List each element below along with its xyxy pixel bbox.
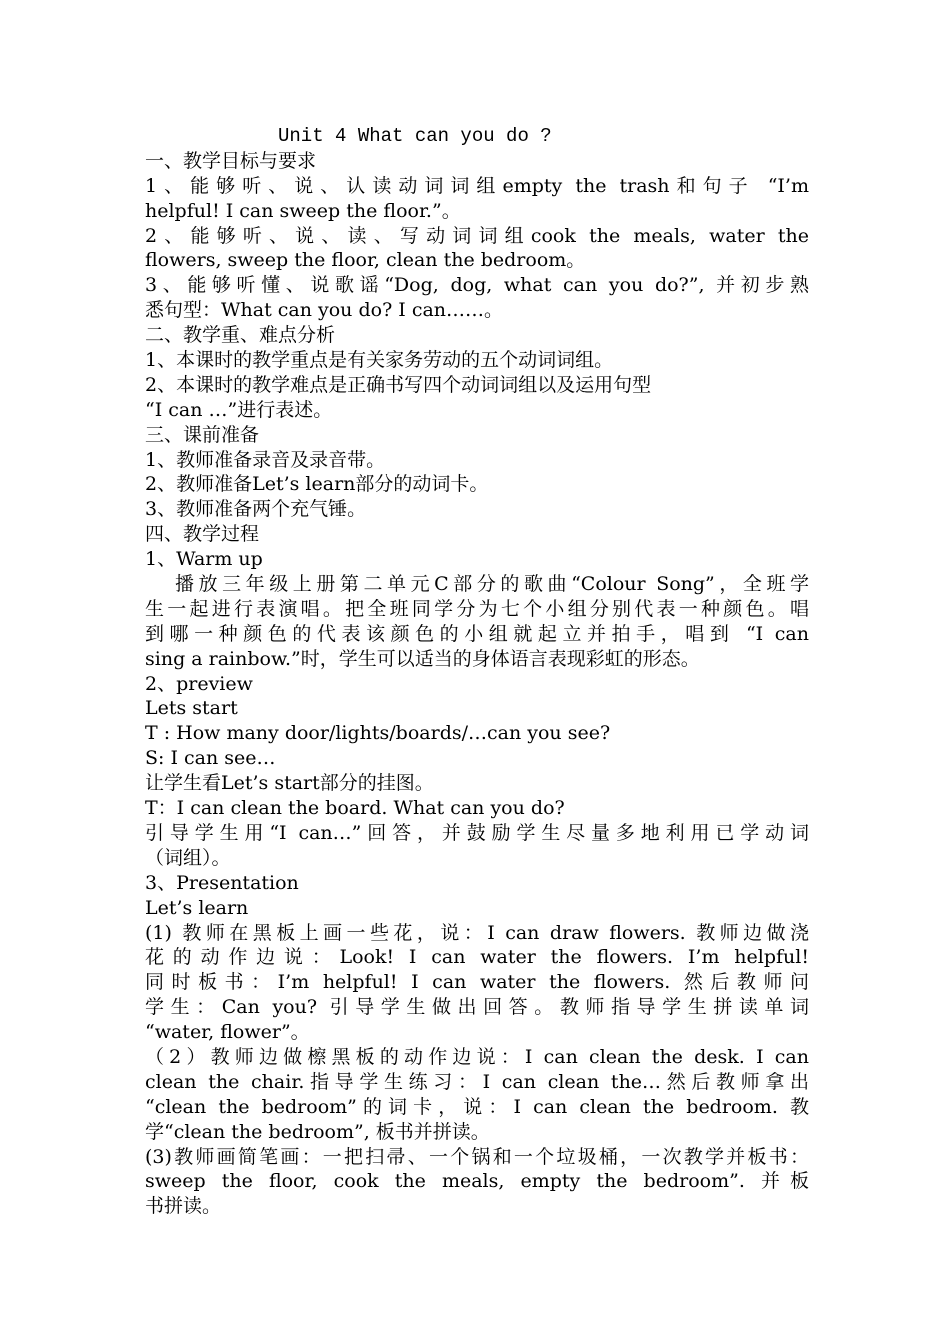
paragraph-line: 3、能够听懂、说歌谣“Dog, dog, what can you do?”, 并初步熟 <box>145 274 809 297</box>
paragraph-line: 学“clean the bedroom”, 板书并拼读。 <box>145 1120 490 1143</box>
paragraph-line: 学生：Can you? 引导学生做出回答。教师指导学生拼读单词 <box>145 996 809 1019</box>
paragraph-line: 花的动作边说：Look! I can water the flowers. I’m helpful! <box>145 946 809 969</box>
paragraph-line: sing a rainbow.”时，学生可以适当的身体语言表现彩虹的形态。 <box>145 647 700 670</box>
paragraph-line: clean the chair.指导学生练习：I can clean the…然后教师拿出 <box>145 1070 809 1093</box>
paragraph-line: 3、Presentation <box>145 871 299 894</box>
paragraph-line: flowers, sweep the floor, clean the bedroom。 <box>145 249 586 272</box>
paragraph-line: Lets start <box>145 697 238 720</box>
paragraph-line: “I can …”进行表述。 <box>145 398 333 421</box>
document-body <box>145 124 809 1219</box>
document-title: Unit 4 What can you do ? <box>278 125 552 147</box>
section-heading: 一、教学目标与要求 <box>145 149 317 172</box>
paragraph-line: T：I can clean the board. What can you do? <box>145 797 565 820</box>
paragraph-line: 悉句型：What can you do? I can……。 <box>145 299 504 322</box>
paragraph-line: （2）教师边做檫黑板的动作边说：I can clean the desk. I can <box>145 1045 809 1068</box>
paragraph-line: 2、能够听、说、读、写动词词组cook the meals, water the <box>145 224 809 247</box>
paragraph-line: 书拼读。 <box>145 1195 222 1218</box>
section-heading: 二、教学重、难点分析 <box>145 324 336 347</box>
paragraph-line: 播放三年级上册第二单元C部分的歌曲“Colour Song”，全班学 <box>175 573 809 596</box>
paragraph-line: 到哪一种颜色的代表该颜色的小组就起立并拍手，唱到 “I can <box>145 622 809 645</box>
paragraph-line: 2、preview <box>145 672 253 695</box>
paragraph-line: 让学生看Let’s start部分的挂图。 <box>145 772 434 795</box>
paragraph-line: 引导学生用“I can…”回答，并鼓励学生尽量多地利用已学动词 <box>145 821 809 844</box>
paragraph-line: sweep the floor, cook the meals, empty the bedroom”. 并板 <box>145 1170 809 1193</box>
paragraph-line: （词组）。 <box>145 846 231 869</box>
paragraph-line: 生一起进行表演唱。把全班同学分为七个小组分别代表一种颜色。唱 <box>145 597 809 620</box>
paragraph-line: (1) 教师在黑板上画一些花，说：I can draw flowers. 教师边做浇 <box>145 921 809 944</box>
paragraph-line: (3)教师画简笔画：一把扫帚、一个锅和一个垃圾桶，一次教学并板书： <box>145 1145 809 1168</box>
paragraph-line: T : How many door/lights/boards/…can you see? <box>145 722 611 745</box>
paragraph-line: “water, flower”。 <box>145 1021 310 1044</box>
paragraph-line: helpful! I can sweep the floor.”。 <box>145 199 461 222</box>
paragraph-line: Let’s learn <box>145 896 249 919</box>
paragraph-line: 2、教师准备Let’s learn部分的动词卡。 <box>145 473 489 496</box>
paragraph-line: 1、本课时的教学重点是有关家务劳动的五个动词词组。 <box>145 349 614 372</box>
paragraph-line: 3、教师准备两个充气锤。 <box>145 498 367 521</box>
paragraph-line: 2、本课时的教学难点是正确书写四个动词词组以及运用句型 <box>145 373 652 396</box>
paragraph-line: S: I can see… <box>145 747 276 770</box>
paragraph-line: 1、教师准备录音及录音带。 <box>145 448 386 471</box>
section-heading: 四、教学过程 <box>145 523 260 546</box>
paragraph-line: “clean the bedroom”的词卡，说：I can clean the bedroom. 教 <box>145 1095 809 1118</box>
paragraph-line: 同时板书：I’m helpful! I can water the flowers. 然后教师问 <box>145 971 809 994</box>
document-lines <box>145 149 809 1219</box>
section-heading: 三、课前准备 <box>145 423 260 446</box>
paragraph-line: 1、Warm up <box>145 548 263 571</box>
paragraph-line: 1、能够听、说、认读动词词组empty the trash和句子 “I’m <box>145 174 809 197</box>
